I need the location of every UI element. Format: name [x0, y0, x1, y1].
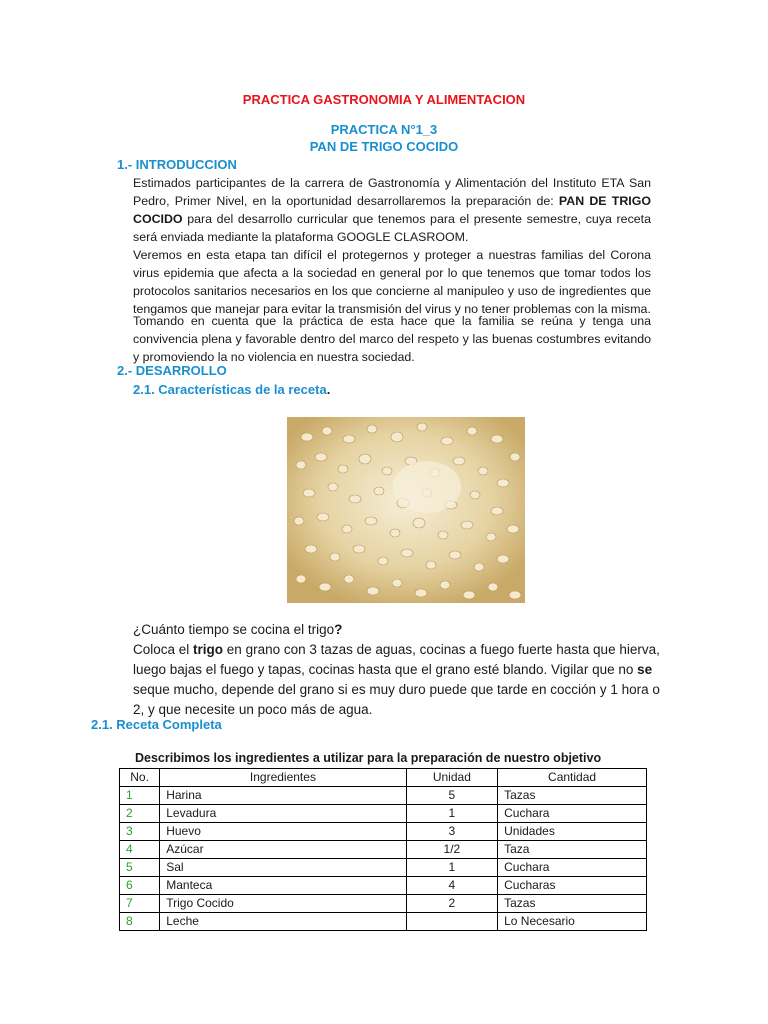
- row-ingredient: Sal: [160, 859, 406, 877]
- ingredients-table: [119, 768, 647, 931]
- question-mark: ?: [334, 622, 343, 637]
- row-quantity: Tazas: [498, 895, 647, 913]
- row-ingredient: Manteca: [160, 877, 406, 895]
- row-unit: 5: [406, 787, 498, 805]
- table-row: [120, 877, 647, 895]
- characteristics-heading-dot: .: [326, 382, 331, 397]
- answer-text-2: en grano con 3 tazas de aguas, cocinas a fuego fuerte hasta que hierva, luego bajas el fuego y tapas, cocinas hasta que el grano esté blando. Vigilar que no: [133, 642, 660, 677]
- row-number: 4: [120, 841, 160, 859]
- intro-p1-text-end: para del desarrollo curricular que tenemos para el presente semestre, cuya receta será enviada mediante la plataforma GOOGLE CLASROOM.: [133, 212, 651, 244]
- row-ingredient: Huevo: [160, 823, 406, 841]
- intro-p1-text: Estimados participantes de la carrera de Gastronomía y Alimentación del Instituto ETA San Pedro, Primer Nivel, en la oportunidad desarrollaremos la preparación de:: [133, 176, 651, 208]
- col-header-no: No.: [120, 769, 160, 787]
- row-number: 3: [120, 823, 160, 841]
- table-header-row: [120, 769, 647, 787]
- table-row: [120, 859, 647, 877]
- practice-number: PRACTICA N°1_3: [330, 122, 438, 137]
- wheat-grains-illustration: [287, 417, 525, 603]
- intro-p1-bold: PAN DE TRIGO COCIDO: [133, 194, 651, 226]
- row-unit: 1: [406, 859, 498, 877]
- row-quantity: Cuchara: [498, 805, 647, 823]
- row-ingredient: Azúcar: [160, 841, 406, 859]
- row-unit: [406, 913, 498, 931]
- answer-text-3: seque mucho, depende del grano si es muy duro puede que tarde en cocción y 1 hora o 2, y que necesite un poco más de agua.: [133, 682, 660, 717]
- document-title: PRACTICA GASTRONOMIA Y ALIMENTACION: [242, 92, 526, 107]
- intro-paragraph-3: Tomando en cuenta que la práctica de esta hace que la familia se reúna y tenga una convivencia plena y favorable dentro del marco del respeto y las buenas costumbres evitando y promoviendo la no violencia en nuestra sociedad.: [133, 314, 651, 364]
- row-unit: 3: [406, 823, 498, 841]
- col-header-unidad: Unidad: [406, 769, 498, 787]
- row-number: 6: [120, 877, 160, 895]
- table-row: [120, 841, 647, 859]
- desarrollo-heading: 2.- DESARROLLO: [117, 363, 227, 378]
- row-ingredient: Harina: [160, 787, 406, 805]
- cooking-time-answer: [133, 640, 673, 720]
- row-ingredient: Levadura: [160, 805, 406, 823]
- recipe-heading: 2.1. Receta Completa: [91, 717, 222, 732]
- intro-heading: 1.- INTRODUCCION: [117, 157, 237, 172]
- answer-bold-trigo: trigo: [193, 642, 224, 657]
- question-text: ¿Cuánto tiempo se cocina el trigo: [133, 622, 335, 637]
- row-ingredient: Trigo Cocido: [160, 895, 406, 913]
- row-quantity: Taza: [498, 841, 647, 859]
- col-header-cantidad: Cantidad: [498, 769, 647, 787]
- row-quantity: Unidades: [498, 823, 647, 841]
- row-number: 2: [120, 805, 160, 823]
- row-number: 8: [120, 913, 160, 931]
- intro-paragraph-2: Veremos en esta etapa tan difícil el protegernos y proteger a nuestras familias del Corona virus epidemia que afecta a la sociedad en general por lo que tenemos que tomar todos los protocolos sanitarios necesarios en los que concierne al manipuleo y uso de ingredientes que tengamos que manejar para evitar la transmisión del virus y no tener problemas con la misma.: [133, 248, 651, 316]
- cooking-time-question: [133, 622, 342, 637]
- table-row: [120, 913, 647, 931]
- row-number: 5: [120, 859, 160, 877]
- row-quantity: Tazas: [498, 787, 647, 805]
- table-intro-text: Describimos los ingredientes a utilizar para la preparación de nuestro objetivo: [135, 751, 602, 765]
- intro-paragraph-1: [133, 174, 651, 246]
- recipe-subtitle: PAN DE TRIGO COCIDO: [309, 139, 459, 154]
- row-quantity: Lo Necesario: [498, 913, 647, 931]
- characteristics-heading: [133, 382, 330, 397]
- row-number: 1: [120, 787, 160, 805]
- table-row: [120, 823, 647, 841]
- row-unit: 1: [406, 805, 498, 823]
- col-header-ingredientes: Ingredientes: [160, 769, 406, 787]
- row-quantity: Cuchara: [498, 859, 647, 877]
- row-unit: 1/2: [406, 841, 498, 859]
- table-row: [120, 805, 647, 823]
- table-row: [120, 895, 647, 913]
- table-row: [120, 787, 647, 805]
- answer-text-1: Coloca el: [133, 642, 194, 657]
- row-quantity: Cucharas: [498, 877, 647, 895]
- row-number: 7: [120, 895, 160, 913]
- answer-bold-se: se: [637, 662, 653, 677]
- cooked-wheat-photo: [287, 417, 525, 603]
- row-ingredient: Leche: [160, 913, 406, 931]
- characteristics-heading-text: 2.1. Características de la receta: [133, 382, 327, 397]
- row-unit: 4: [406, 877, 498, 895]
- row-unit: 2: [406, 895, 498, 913]
